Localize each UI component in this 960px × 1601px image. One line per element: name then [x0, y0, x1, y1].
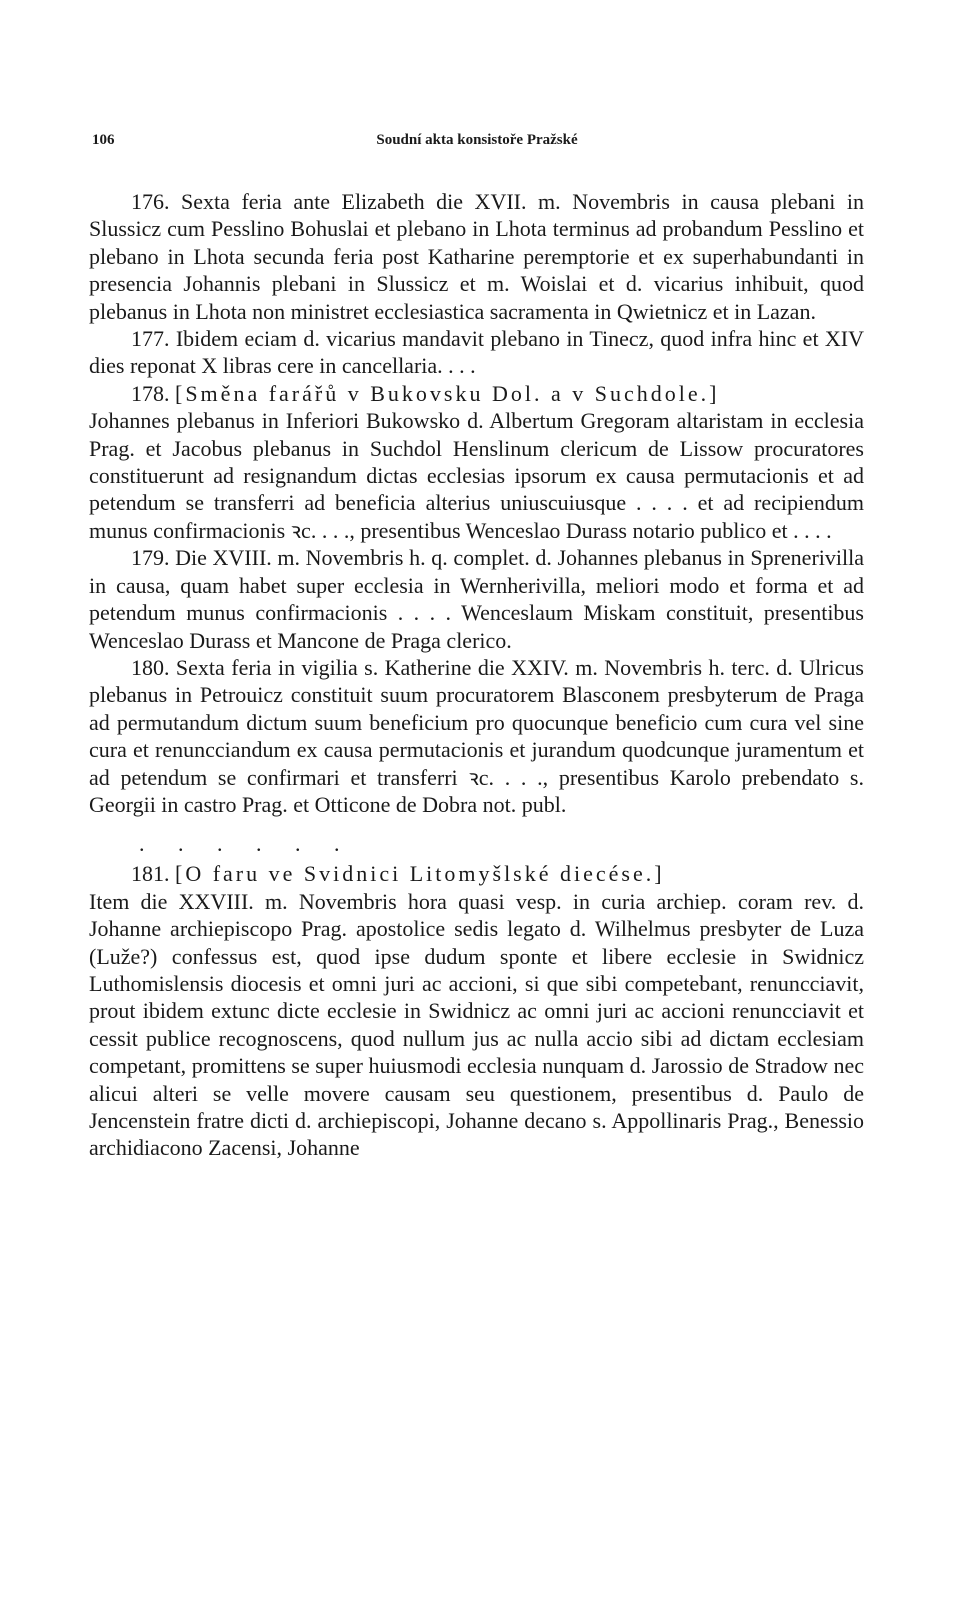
entry-181-heading: [O faru ve Svidnici Litomyšlské diecése.] — [175, 861, 665, 887]
entry-178-number: 178. — [131, 380, 170, 406]
entry-181-number: 181. — [131, 861, 170, 887]
document-body — [89, 188, 864, 1162]
entry-177: 177. Ibidem eciam d. vicarius mandavit plebano in Tinecz, quod infra hinc et XIV dies reponat X libras cere in cancellaria. . . . — [89, 326, 864, 379]
entry-178-heading: [Směna farářů v Bukovsku Dol. a v Suchdole.] — [175, 380, 720, 406]
page-number: 106 — [92, 132, 115, 148]
entry-181-heading-line — [89, 860, 864, 887]
entry-178: Johannes plebanus in Inferiori Bukowsko d. Albertum Gregoram altaristam in ecclesia Prag. et Jacobus plebanus in Suchdol Henslinum clericum de Lissow procuratores constituerunt ad resignandum dictas ecclesias ipsorum ex causa permutacionis et ad petendum se transferri ad beneficia alterius uniuscuiusque . . . . et ad recipiendum munus confirmacionis ꝛc. . . ., presentibus Wenceslao Durass notario publico et . . . . — [89, 408, 864, 543]
entry-176: 176. Sexta feria ante Elizabeth die XVII. m. Novembris in causa plebani in Slussicz cum Pesslino Bohuslai et plebano in Lhota terminus ad probandum Pesslino et plebano in Lhota secunda feria post Katharine peremptorie et ex superhabundanti in presencia Johannis plebani in Slussicz et m. Woislai et d. vicarius inhibuit, quod plebanus in Lhota non ministret ecclesiastica sacramenta in Qwietnicz et in Lazan. — [89, 189, 864, 324]
page-header — [92, 132, 862, 152]
section-separator: . . . . . . — [139, 831, 354, 857]
running-title: Soudní akta konsistoře Pražské — [376, 132, 578, 148]
entry-179: 179. Die XVIII. m. Novembris h. q. complet. d. Johannes plebanus in Sprenerivilla in causa, quam habet super ecclesia in Wernherivilla, meliori modo et forma et ad petendum munus confirmacionis . . . . Wenceslaum Miskam constituit, presentibus Wenceslao Durass et Mancone de Praga clerico. — [89, 545, 864, 653]
entry-178-heading-line — [89, 380, 864, 407]
entry-180: 180. Sexta feria in vigilia s. Katherine die XXIV. m. Novembris h. terc. d. Ulricus plebanus in Petrouicz constituit suum procuratorem Blasconem presbyterum de Praga ad permutandum dictum suum beneficium pro quocunque beneficio cum cura vel sine cura et renuncciandum ex causa permutacionis et jurandum quodcunque juramentum et ad petendum se confirmari et transferri ꝛc. . . ., presentibus Karolo prebendato s. Georgii in castro Prag. et Otticone de Dobra not. publ. — [89, 654, 864, 817]
entry-181: Item die XXVIII. m. Novembris hora quasi vesp. in curia archiep. coram rev. d. Johanne archiepiscopo Prag. apostolice sedis legato d. Wilhelmus presbyter de Luza (Luže?) confessus est, quod ipse dudum sponte et libere ecclesie in Swidnicz Luthomislensis diocesis et omni juri ac accioni, si que sibi competebant, renuncciavit, prout ibidem extunc dicte ecclesie in Swidnicz ac omni juri ac accioni renuncciavit et cessit publice recognoscens, quod nullum jus ac nulla accio sibi ad dictam ecclesiam competant, promittens se super huiusmodi ecclesia nunquam d. Jarossio de Stradow nec alicui alteri se velle movere causam seu questionem, presentibus d. Paulo de Jencenstein fratre dicti d. archiepiscopi, Johanne decano s. Appollinaris Prag., Benessio archidiacono Zacensi, Johanne — [89, 888, 864, 1161]
